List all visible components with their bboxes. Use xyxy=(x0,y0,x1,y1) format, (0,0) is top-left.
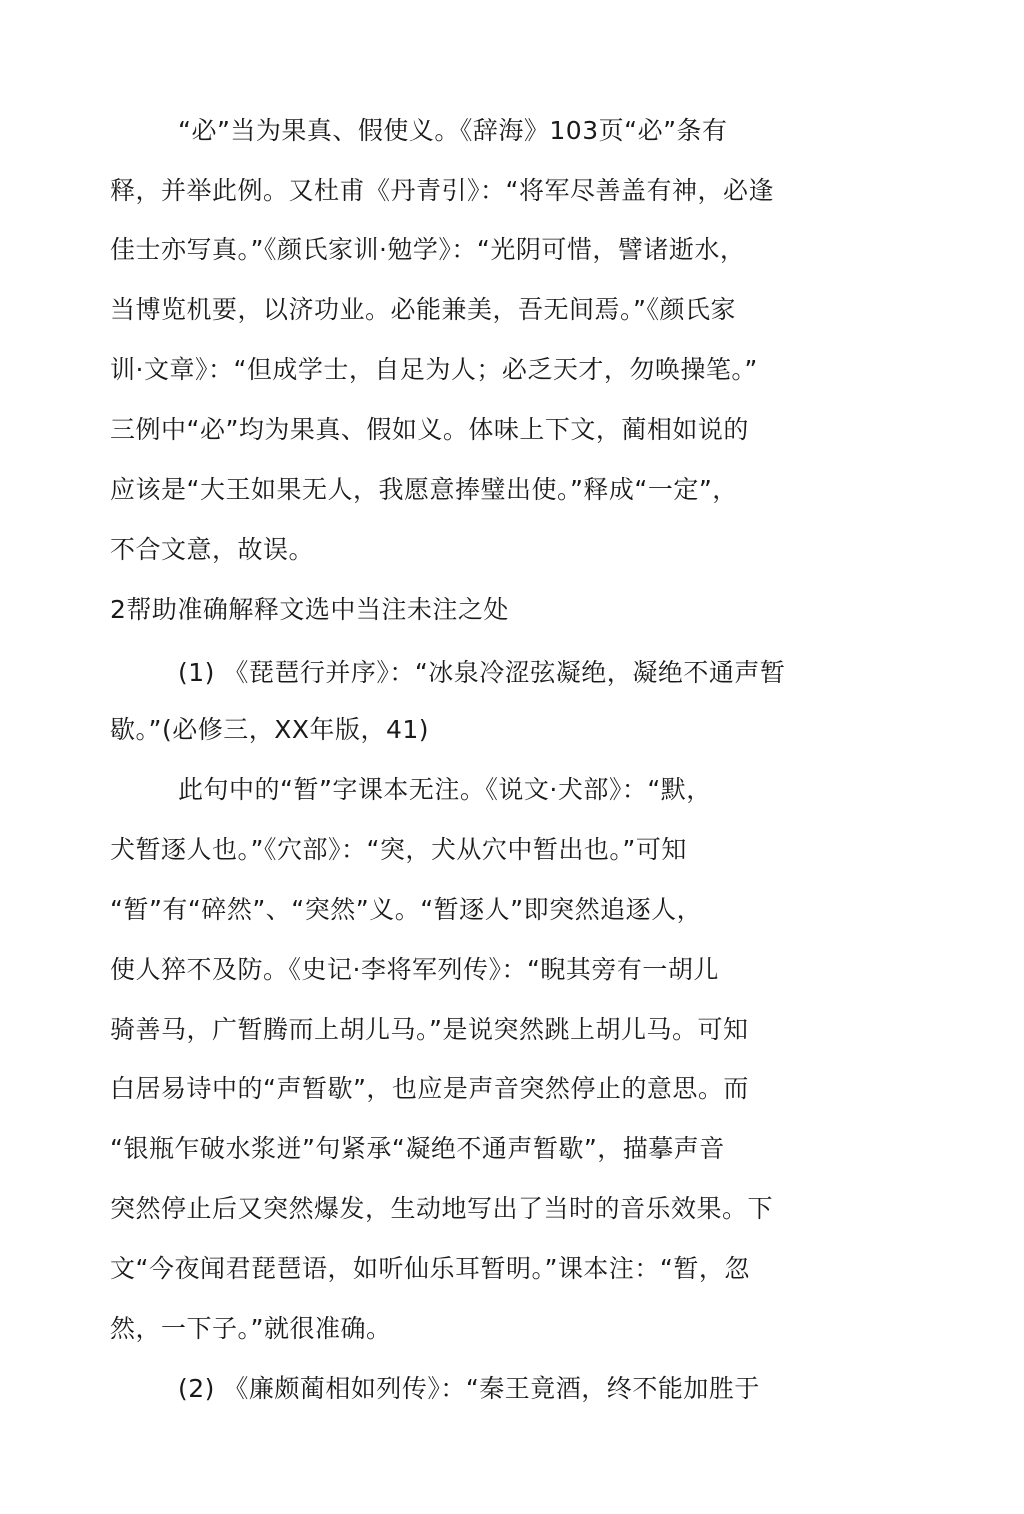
text-line: 犬暂逐人也。”《穴部》：“突，犬从穴中暂出也。”可知 xyxy=(110,835,687,864)
text-line: “银瓶乍破水浆迸”句紧承“凝绝不通声暂歇”，描摹声音 xyxy=(110,1134,725,1163)
text-line: “必”当为果真、假使义。《辞海》103页“必”条有 xyxy=(178,116,728,145)
section-heading: 2帮助准确解释文选中当注未注之处 xyxy=(110,595,509,624)
text-line: 释，并举此例。又杜甫《丹青引》：“将军尽善盖有神，必逢 xyxy=(110,176,774,205)
text-line: “暂”有“碎然”、“突然”义。“暂逐人”即突然追逐人， xyxy=(110,895,703,924)
text-line: 文“今夜闻君琵琶语，如听仙乐耳暂明。”课本注：“暂，忽 xyxy=(110,1254,750,1283)
text-line: 白居易诗中的“声暂歇”，也应是声音突然停止的意思。而 xyxy=(110,1074,749,1103)
text-line: 使人猝不及防。《史记·李将军列传》：“睨其旁有一胡儿 xyxy=(110,955,719,984)
text-line: 不合文意，故误。 xyxy=(110,535,315,564)
text-line: 训·文章》：“但成学士，自足为人；必乏天才，勿唤操笔。” xyxy=(110,355,758,384)
text-line: 应该是“大王如果无人，我愿意捧璧出使。”释成“一定”， xyxy=(110,475,738,504)
text-line: (1) 《琵琶行并序》：“冰泉冷涩弦凝绝，凝绝不通声暂 xyxy=(178,658,786,687)
text-line: 佳士亦写真。”《颜氏家训·勉学》：“光阴可惜，譬诸逝水， xyxy=(110,235,746,264)
text-line: (2) 《廉颇蔺相如列传》：“秦王竟酒，终不能加胜于 xyxy=(178,1374,760,1403)
text-line: 三例中“必”均为果真、假如义。体味上下文，蔺相如说的 xyxy=(110,415,749,444)
text-line: 突然停止后又突然爆发，生动地写出了当时的音乐效果。下 xyxy=(110,1194,774,1223)
text-line: 歇。”(必修三，XX年版，41) xyxy=(110,715,430,744)
text-line: 然，一下子。”就很准确。 xyxy=(110,1314,392,1343)
text-line: 此句中的“暂”字课本无注。《说文·犬部》：“默， xyxy=(178,775,712,804)
text-line: 骑善马，广暂腾而上胡儿马。”是说突然跳上胡儿马。可知 xyxy=(110,1015,749,1044)
text-line: 当博览机要，以济功业。必能兼美，吾无间焉。”《颜氏家 xyxy=(110,295,736,324)
